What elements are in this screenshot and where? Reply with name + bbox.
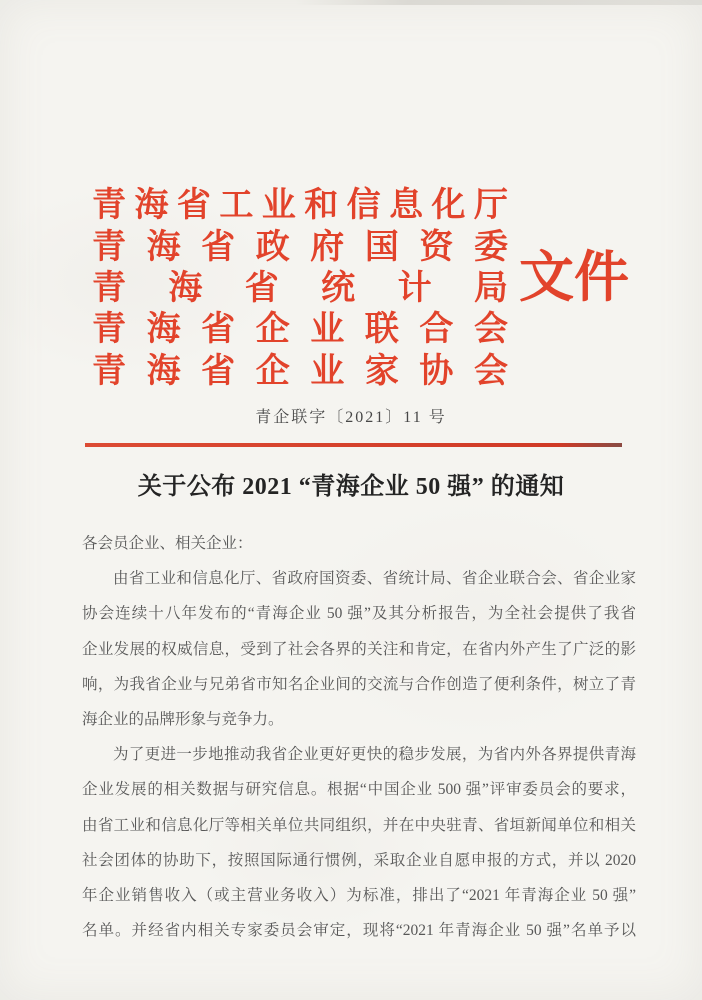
body-line: 响，为我省企业与兄弟省市知名企业间的交流与合作创造了便利条件，树立了青 — [82, 675, 636, 693]
org-line-char: 国 — [364, 228, 399, 266]
org-line-char: 青 — [92, 269, 126, 307]
org-line-char: 家 — [364, 352, 399, 390]
org-line-char: 海 — [146, 311, 181, 349]
org-line-char: 委 — [473, 228, 508, 266]
org-line — [92, 181, 508, 225]
body-line: 海企业的品牌形象与竞争力。 — [82, 710, 284, 728]
org-line-char: 海 — [146, 228, 181, 266]
org-line-char: 海 — [168, 269, 203, 307]
body-line: 各会员企业、相关企业： — [82, 535, 253, 552]
red-separator-line — [85, 443, 622, 447]
org-line-char: 政 — [255, 228, 290, 266]
org-line-char: 息 — [389, 187, 424, 225]
org-line-char: 海 — [134, 187, 169, 225]
org-line-char: 会 — [473, 352, 508, 390]
org-line — [92, 264, 508, 305]
body-line: 企业发展的权威信息，受到了社会各界的关注和肯定，在省内外产生了广泛的影 — [82, 640, 636, 658]
org-line-char: 海 — [146, 352, 181, 390]
org-line-char: 企 — [255, 311, 290, 349]
org-line-char: 青 — [92, 187, 126, 225]
body-line: 为了更进一步地推动我省企业更好更快的稳步发展，为省内外各界提供青海 — [113, 746, 636, 764]
document-title: 关于公布 2021 “青海企业 50 强” 的通知 — [137, 474, 565, 500]
org-lines — [92, 181, 508, 388]
body-line: 社会团体的协助下，按照国际通行惯例，采取企业自愿申报的方式，并以 2020 — [82, 851, 636, 869]
doc-number: 青企联字〔2021〕11 号 — [255, 409, 447, 426]
org-line — [92, 305, 508, 349]
org-line-char: 青 — [92, 311, 126, 349]
org-line-char: 业 — [310, 311, 345, 349]
body-line: 名单。并经省内相关专家委员会审定，现将“2021 年青海企业 50 强”名单予以 — [82, 922, 636, 940]
body-line: 年企业销售收入（或主营业务收入）为标准，排出了“2021 年青海企业 50 强” — [82, 886, 636, 904]
org-line-char: 联 — [364, 311, 399, 349]
body-line: 由省工业和信息化厅等相关单位共同组织，并在中央驻青、省垣新闻单位和相关 — [82, 816, 636, 834]
org-line-char: 省 — [201, 311, 236, 349]
org-line-char: 计 — [397, 269, 432, 307]
org-line-char: 省 — [201, 228, 236, 266]
org-line-char: 厅 — [473, 187, 508, 225]
org-line — [92, 347, 508, 388]
org-line-char: 和 — [304, 187, 339, 225]
org-line-char: 化 — [431, 187, 466, 225]
org-line — [92, 222, 508, 266]
org-line-char: 省 — [176, 187, 211, 225]
body-line: 协会连续十八年发布的“青海企业 50 强”及其分析报告，为全社会提供了我省 — [82, 605, 636, 623]
org-line-char: 企 — [255, 352, 290, 390]
doc-type-label: 文件 — [519, 247, 630, 308]
body-line: 由省工业和信息化厅、省政府国资委、省统计局、省企业联合会、省企业家 — [113, 570, 636, 588]
org-line-char: 青 — [92, 228, 126, 266]
org-line-char: 业 — [261, 187, 296, 225]
org-line-char: 青 — [92, 352, 126, 390]
org-line-char: 会 — [473, 311, 508, 349]
body-text — [82, 526, 636, 948]
org-line-char: 合 — [419, 311, 454, 349]
org-line-char: 省 — [244, 269, 279, 307]
org-line-char: 业 — [310, 352, 345, 390]
org-line-char: 府 — [310, 228, 345, 266]
org-line-char: 资 — [419, 228, 454, 266]
org-line-char: 工 — [219, 187, 254, 225]
body-line: 企业发展的相关数据与研究信息。根据“中国企业 500 强”评审委员会的要求， — [82, 781, 636, 799]
org-line-char: 协 — [419, 352, 454, 390]
org-line-char: 信 — [346, 187, 381, 225]
org-line-char: 局 — [473, 269, 508, 307]
org-line-char: 统 — [321, 269, 356, 307]
org-line-char: 省 — [201, 352, 236, 390]
letterhead — [92, 181, 508, 388]
